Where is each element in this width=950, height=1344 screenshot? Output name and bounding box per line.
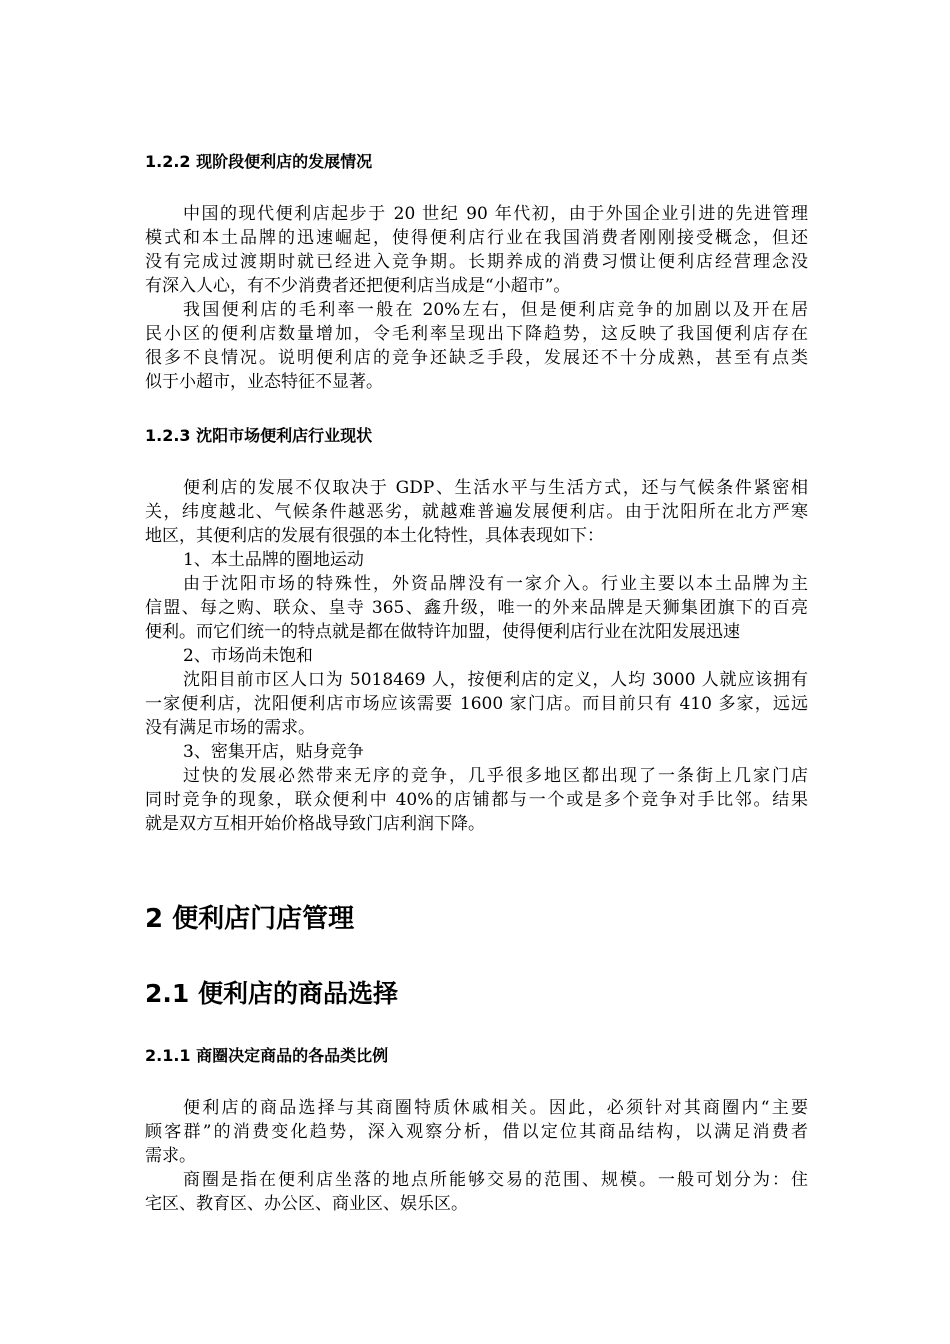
paragraph-line: 便利。而它们统一的特点就是都在做特许加盟，使得便利店行业在沈阳发展迅速: [145, 622, 740, 642]
paragraph-line: 地区，其便利店的发展有很强的本土化特性，具体表现如下：: [145, 526, 604, 546]
paragraph-line: 模式和本土品牌的迅速崛起，使得便利店行业在我国消费者刚刚接受概念，但还: [145, 228, 808, 248]
paragraph-line: 民小区的便利店数量增加，令毛利率呈现出下降趋势，这反映了我国便利店存在: [145, 324, 808, 344]
paragraph-line: 信盟、每之购、联众、皇寺 365、鑫升级，唯一的外来品牌是天狮集团旗下的百亮: [145, 598, 808, 618]
list-item-title: 3、密集开店，贴身竞争: [183, 742, 364, 762]
paragraph-line: 似于小超市，业态特征不显著。: [145, 372, 383, 392]
section-heading-2-1-1: 2.1.1 商圈决定商品的各品类比例: [145, 1046, 389, 1065]
paragraph-line: 我国便利店的毛利率一般在 20%左右，但是便利店竞争的加剧以及开在居: [183, 300, 808, 320]
paragraph-line: 宅区、教育区、办公区、商业区、娱乐区。: [145, 1194, 468, 1214]
paragraph-line: 顾客群”的消费变化趋势，深入观察分析，借以定位其商品结构，以满足消费者: [145, 1122, 808, 1142]
paragraph-line: 同时竞争的现象，联众便利中 40%的店铺都与一个或是多个竞争对手比邻。结果: [145, 790, 808, 810]
paragraph-line: 过快的发展必然带来无序的竞争，几乎很多地区都出现了一条街上几家门店: [183, 766, 808, 786]
paragraph-line: 需求。: [145, 1146, 196, 1166]
paragraph-line: 关，纬度越北、气候条件越恶劣，就越难普遍发展便利店。由于沈阳所在北方严寒: [145, 502, 808, 522]
paragraph-line: 很多不良情况。说明便利店的竞争还缺乏手段，发展还不十分成熟，甚至有点类: [145, 348, 808, 368]
paragraph-line: 商圈是指在便利店坐落的地点所能够交易的范围、规模。一般可划分为：住: [183, 1170, 808, 1190]
section-heading-1-2-3: 1.2.3 沈阳市场便利店行业现状: [145, 426, 373, 445]
list-item-title: 1、本土品牌的圈地运动: [183, 550, 364, 570]
section-heading-2-1: 2.1 便利店的商品选择: [145, 979, 398, 1008]
paragraph-line: 便利店的商品选择与其商圈特质休戚相关。因此，必须针对其商圈内“主要: [183, 1098, 808, 1118]
chapter-heading-2: 2 便利店门店管理: [145, 904, 355, 934]
section-heading-1-2-2: 1.2.2 现阶段便利店的发展情况: [145, 152, 373, 171]
paragraph-line: 没有完成过渡期时就已经进入竞争期。长期养成的消费习惯让便利店经营理念没: [145, 252, 808, 272]
paragraph-line: 就是双方互相开始价格战导致门店利润下降。: [145, 814, 485, 834]
paragraph-line: 有深入人心，有不少消费者还把便利店当成是“小超市”。: [145, 276, 571, 296]
paragraph-line: 没有满足市场的需求。: [145, 718, 315, 738]
paragraph-line: 一家便利店，沈阳便利店市场应该需要 1600 家门店。而目前只有 410 多家，远远: [145, 694, 808, 714]
paragraph-line: 沈阳目前市区人口为 5018469 人，按便利店的定义，人均 3000 人就应该拥有: [183, 670, 808, 690]
paragraph-line: 便利店的发展不仅取决于 GDP、生活水平与生活方式，还与气候条件紧密相: [183, 478, 808, 498]
paragraph-line: 中国的现代便利店起步于 20 世纪 90 年代初，由于外国企业引进的先进管理: [183, 204, 808, 224]
paragraph-line: 由于沈阳市场的特殊性，外资品牌没有一家介入。行业主要以本土品牌为主: [183, 574, 808, 594]
list-item-title: 2、市场尚未饱和: [183, 646, 313, 666]
